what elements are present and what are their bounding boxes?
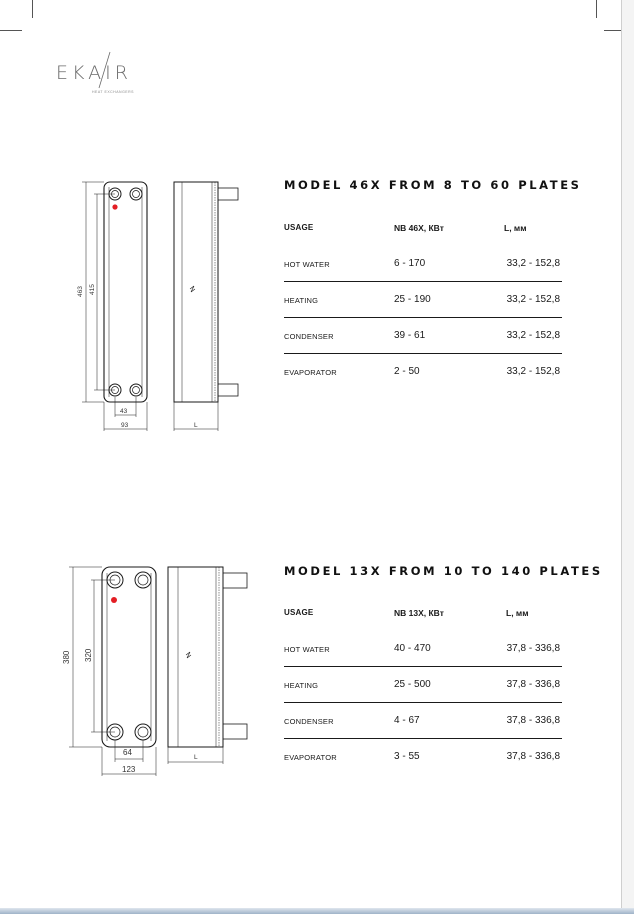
crop-mark <box>596 0 597 18</box>
table-row <box>284 667 562 703</box>
crop-mark <box>32 0 33 18</box>
nb-cell: 40 - 470 <box>394 643 431 654</box>
dim-height-total: 463 <box>77 286 84 297</box>
nb-cell: 2 - 50 <box>394 366 420 377</box>
l-cell: 33,2 - 152,8 <box>506 294 560 305</box>
usage-cell: CONDENSER <box>284 332 334 341</box>
usage-cell: HOT WATER <box>284 260 330 269</box>
dim-port-spacing: 64 <box>123 748 132 757</box>
crop-mark <box>0 30 22 31</box>
model-13x-table <box>284 596 562 774</box>
dim-port-spacing: 43 <box>120 408 128 415</box>
table-row <box>284 246 562 282</box>
table-row <box>284 631 562 667</box>
nb-cell: 25 - 500 <box>394 679 431 690</box>
dim-height-total: 380 <box>62 650 71 664</box>
logo-slash-icon <box>96 50 114 90</box>
logo-word: EKAIR <box>56 62 132 84</box>
usage-cell: HOT WATER <box>284 645 330 654</box>
usage-cell: HEATING <box>284 296 319 305</box>
nb-cell: 6 - 170 <box>394 258 426 269</box>
model-46x-drawing <box>70 175 250 435</box>
nb-cell: 3 - 55 <box>394 751 420 762</box>
dim-side-l: L <box>194 754 198 761</box>
usage-cell: EVAPORATOR <box>284 368 337 377</box>
l-cell: 33,2 - 152,8 <box>506 258 560 269</box>
header-usage: USAGE <box>284 223 314 232</box>
table-header-row <box>284 596 562 631</box>
usage-cell: HEATING <box>284 681 319 690</box>
table-header-row <box>284 211 562 246</box>
l-cell: 37,8 - 336,8 <box>506 679 560 690</box>
dim-height-ports: 320 <box>84 648 93 662</box>
table-row <box>284 354 562 389</box>
ekair-logo <box>56 62 134 94</box>
l-cell: 33,2 - 152,8 <box>506 366 560 377</box>
l-cell: 33,2 - 152,8 <box>506 330 560 341</box>
table-row <box>284 318 562 354</box>
dim-height-ports: 415 <box>89 284 96 295</box>
model-46x-title: MODEL 46X FROM 8 TO 60 PLATES <box>284 178 582 192</box>
header-l: L, мм <box>506 608 529 618</box>
table-row <box>284 739 562 774</box>
l-cell: 37,8 - 336,8 <box>506 643 560 654</box>
header-nb: NB 13X, КВт <box>394 608 444 618</box>
dim-width: 123 <box>122 765 136 774</box>
header-usage: USAGE <box>284 608 314 617</box>
window-bottom-bar <box>0 908 634 914</box>
crop-mark <box>604 30 621 31</box>
table-row <box>284 282 562 318</box>
nb-cell: 25 - 190 <box>394 294 431 305</box>
nb-cell: 4 - 67 <box>394 715 420 726</box>
model-13x-drawing <box>56 560 256 780</box>
usage-cell: CONDENSER <box>284 717 334 726</box>
l-cell: 37,8 - 336,8 <box>506 751 560 762</box>
l-cell: 37,8 - 336,8 <box>506 715 560 726</box>
header-nb: NB 46X, КВт <box>394 223 444 233</box>
page-edge <box>621 0 634 914</box>
header-l: L, мм <box>504 223 527 233</box>
dim-width: 93 <box>121 422 129 429</box>
nb-cell: 39 - 61 <box>394 330 426 341</box>
dim-side-l: L <box>194 422 198 429</box>
model-46x-table <box>284 211 562 389</box>
logo-subtitle: HEAT EXCHANGERS <box>92 90 134 94</box>
model-13x-title: MODEL 13X FROM 10 TO 140 PLATES <box>284 564 603 578</box>
usage-cell: EVAPORATOR <box>284 753 337 762</box>
table-row <box>284 703 562 739</box>
